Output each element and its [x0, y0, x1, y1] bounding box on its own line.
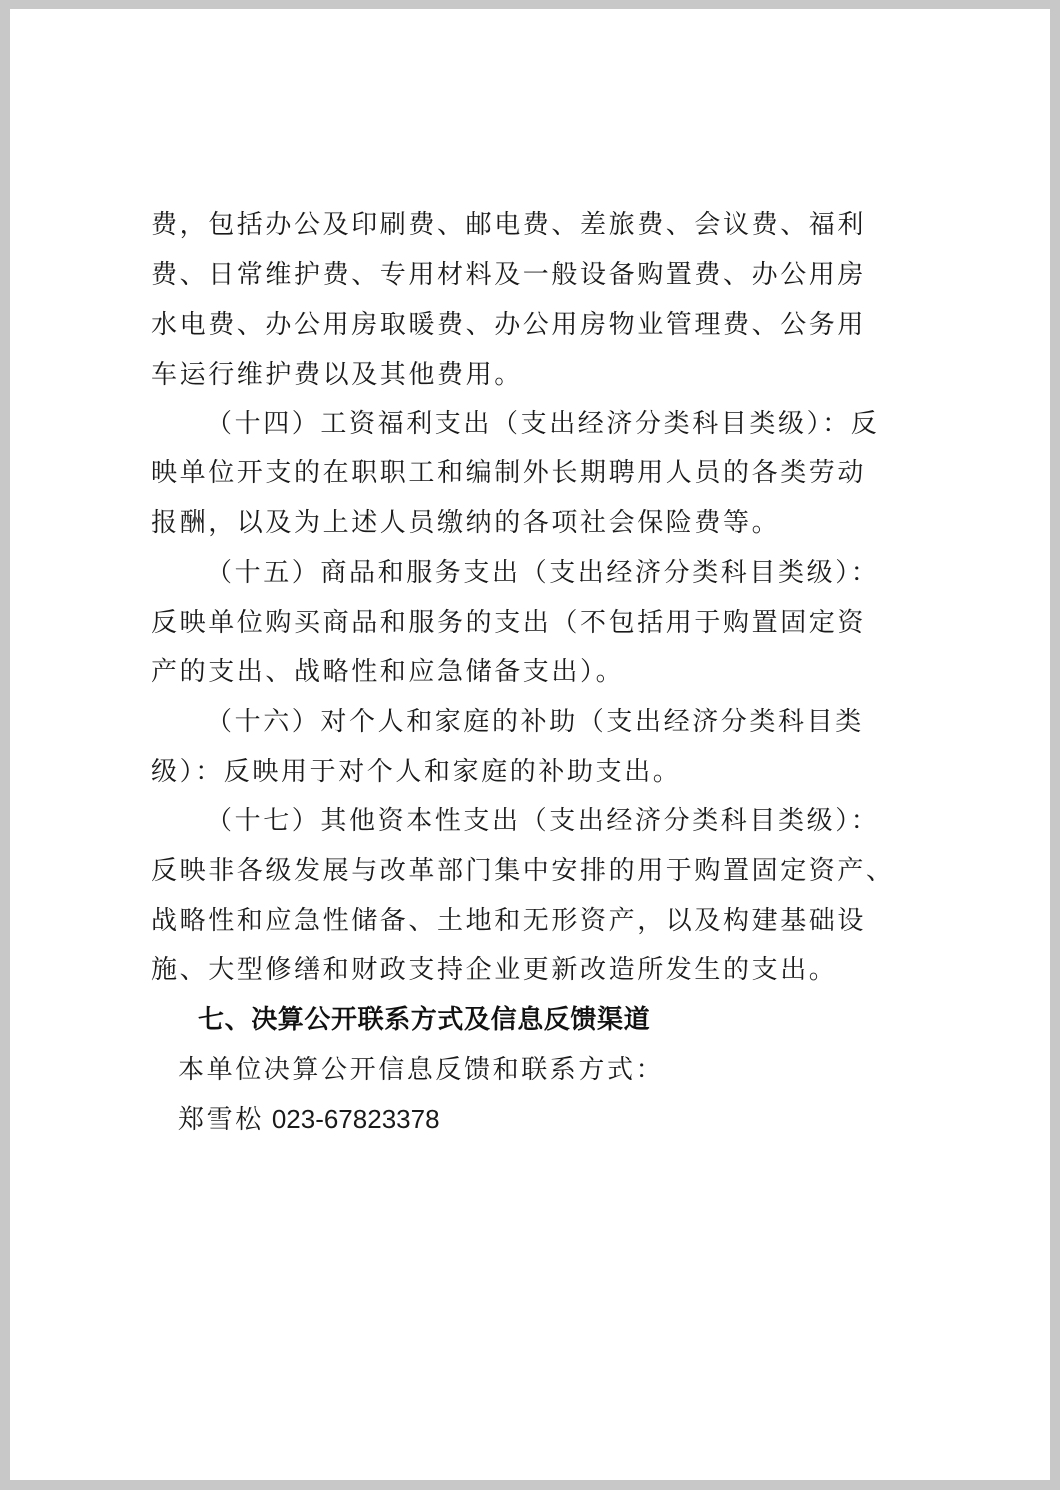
body-line-2: 费、日常维护费、专用材料及一般设备购置费、办公用房 — [151, 260, 867, 290]
body-line-16: 施、大型修缮和财政支持企业更新改造所发生的支出。 — [151, 955, 838, 985]
contact-intro: 本单位决算公开信息反馈和联系方式： — [178, 1055, 665, 1085]
body-line-6: 映单位开支的在职职工和编制外长期聘用人员的各类劳动 — [151, 458, 867, 488]
body-line-9: 反映单位购买商品和服务的支出（不包括用于购置固定资 — [151, 608, 867, 638]
contact-phone: 023-67823378 — [271, 1104, 440, 1134]
body-line-12: 级）：反映用于对个人和家庭的补助支出。 — [151, 757, 682, 787]
item-14-heading-line: （十四）工资福利支出（支出经济分类科目类级）：反 — [206, 409, 880, 439]
document-page — [10, 9, 1050, 1480]
section-heading: 七、决算公开联系方式及信息反馈渠道 — [198, 1005, 651, 1035]
contact-line — [178, 1104, 440, 1135]
contact-name: 郑雪松 — [178, 1105, 264, 1135]
item-17-heading-line: （十七）其他资本性支出（支出经济分类科目类级）： — [206, 806, 880, 836]
item-15-heading-line: （十五）商品和服务支出（支出经济分类科目类级）： — [206, 558, 880, 588]
body-line-7: 报酬，以及为上述人员缴纳的各项社会保险费等。 — [151, 508, 781, 538]
item-16-heading-line: （十六）对个人和家庭的补助（支出经济分类科目类 — [206, 707, 864, 737]
body-line-10: 产的支出、战略性和应急储备支出）。 — [151, 657, 625, 687]
body-line-3: 水电费、办公用房取暖费、办公用房物业管理费、公务用 — [151, 310, 867, 340]
body-line-15: 战略性和应急性储备、土地和无形资产，以及构建基础设 — [151, 906, 867, 936]
body-line-4: 车运行维护费以及其他费用。 — [151, 360, 523, 390]
body-line-14: 反映非各级发展与改革部门集中安排的用于购置固定资产、 — [151, 856, 895, 886]
body-line-1: 费，包括办公及印刷费、邮电费、差旅费、会议费、福利 — [151, 210, 867, 240]
